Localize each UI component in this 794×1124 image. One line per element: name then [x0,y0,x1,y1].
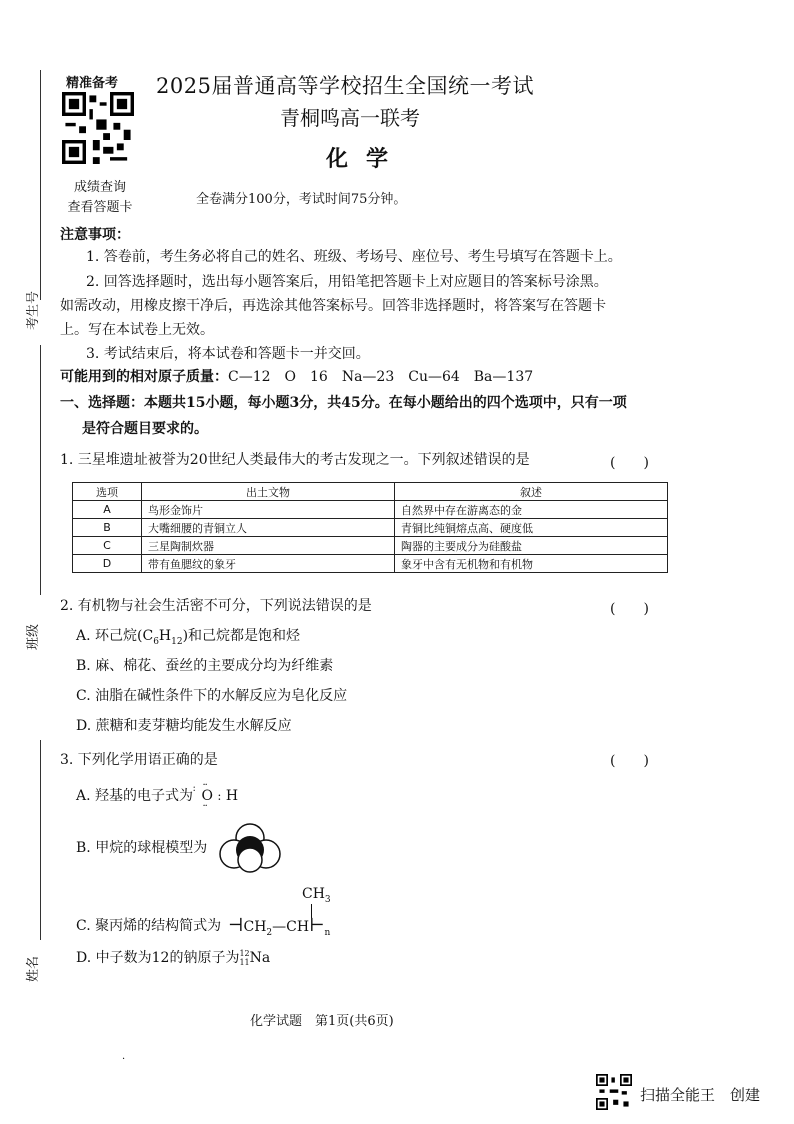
sodium-symbol: Na [249,950,271,966]
q2-answer-paren: ( ) [610,601,649,617]
methane-model-icon [218,820,282,876]
page-footer: 化学试题 第1页(共6页) [250,1014,394,1029]
margin-line [40,345,41,595]
q1-cell: B [73,519,142,537]
q3-option-b: B. 甲烷的球棍模型为 [76,840,208,856]
q1-cell: 大嘴细腰的青铜立人 [142,519,395,537]
q3-option-a [76,780,239,812]
pp-ch2-sub: 2 [266,927,273,938]
pp-methyl-ch: CH [302,886,325,902]
q2-option-a-mid: H [158,628,172,644]
atomic-masses-label: 可能用到的相对原子质量： [60,369,228,385]
exam-subtitle: 青桐鸣高一联考 [280,106,420,130]
q1-cell: 带有鱼腮纹的象牙 [142,555,395,573]
q3-option-d-text: D. 中子数为12的钠原子为 [76,950,240,966]
q1-cell: 陶器的主要成分为硅酸盐 [395,537,668,555]
q1-cell: 青铜比纯铜熔点高、硬度低 [395,519,668,537]
q3-option-d [76,948,270,968]
mass-number: 12 [239,949,250,958]
margin-exam-number-label: 考生号 [26,290,41,330]
notes-heading: 注意事项： [60,227,130,243]
q1-cell: 象牙中含有无机物和有机物 [395,555,668,573]
pp-bond-line [311,904,312,918]
pp-ch: —CH [272,919,310,935]
note-item-2-line3: 上。写在本试卷上无效。 [60,322,214,338]
full-score-note: 全卷满分100分，考试时间75分钟。 [196,192,407,207]
atomic-masses-values: C—12 O 16 Na—23 Cu—64 Ba—137 [228,369,534,385]
stray-dot: · [122,1054,126,1065]
note-item-2-line1: 2. 回答选择题时，选出每小题答案后，用铅笔把答题卡上对应题目的答案标号涂黑。 [86,274,608,290]
margin-line [40,70,41,300]
scanner-watermark: 扫描全能王 创建 [640,1086,761,1104]
q1-header-artifact: 出土文物 [142,483,395,501]
q1-stem: 1. 三星堆遗址被誉为20世纪人类最伟大的考古发现之一。下列叙述错误的是 [60,452,530,468]
table-row [73,501,668,519]
qr-label: 精准备考 [66,76,119,91]
bracket-right: ⊢ [309,915,325,936]
q3-stem: 3. 下列化学用语正确的是 [60,752,218,768]
electron-dots-bottom: ·· [202,801,207,812]
q1-answer-paren: ( ) [610,455,649,471]
scanner-qr-icon [596,1074,632,1110]
section1-heading-line2: 是符合题目要求的。 [82,421,208,437]
pp-n: n [324,927,331,938]
q2-option-a-sub2: 12 [171,636,183,647]
q2-option-d: D. 蔗糖和麦芽糖均能发生水解反应 [76,718,292,734]
q1-cell: 自然界中存在游离态的金 [395,501,668,519]
note-item-3: 3. 考试结束后，将本试卷和答题卡一并交回。 [86,346,370,362]
hydrogen-symbol: H [225,788,239,804]
qr-caption [62,178,138,218]
table-row [73,537,668,555]
oxygen-symbol: O [201,788,213,804]
subject-title: 化学 [326,146,407,172]
bracket-left: ⊣ [228,915,244,936]
q1-cell: 三星陶制炊器 [142,537,395,555]
electron-dots-bond: : [217,789,222,803]
pp-methyl-sub: 3 [324,894,331,905]
q2-option-a [76,626,300,652]
q3-answer-paren: ( ) [610,753,649,769]
margin-class-label: 班级 [26,623,41,650]
q1-header-option: 选项 [73,483,142,501]
q2-stem: 2. 有机物与社会生活密不可分，下列说法错误的是 [60,598,372,614]
margin-line [40,740,41,940]
electron-dots-top: ·· [202,780,207,791]
pp-ch2: CH [243,919,267,935]
qr-caption-line2: 查看答题卡 [67,200,133,215]
pp-methyl [302,884,331,910]
q2-option-a-post: )和己烷都是饱和烃 [182,628,301,644]
q2-option-b: B. 麻、棉花、蚕丝的主要成分均为纤维素 [76,658,334,674]
q2-option-c: C. 油脂在碱性条件下的水解反应为皂化反应 [76,688,348,704]
sodium-nuclide-numbers [239,949,249,967]
note-item-1: 1. 答卷前，考生务必将自己的姓名、班级、考场号、座位号、考生号填写在答题卡上。 [86,249,622,265]
atomic-number: 11 [239,958,250,967]
q3-option-a-text: A. 羟基的电子式为 [76,788,194,804]
qr-caption-line1: 成绩查询 [73,180,126,195]
q1-cell: C [73,537,142,555]
hydroxyl-electron-formula [192,780,239,812]
q3-option-c: C. 聚丙烯的结构简式为 [76,918,222,934]
qr-code-icon [62,92,134,164]
q1-header-statement: 叙述 [395,483,668,501]
electron-dots-left: : [192,783,196,794]
q1-cell: A [73,501,142,519]
q1-cell: 鸟形金饰片 [142,501,395,519]
exam-title: 2025届普通高等学校招生全国统一考试 [156,74,534,98]
margin-name-label: 姓名 [26,955,41,982]
q2-option-a-sub1: 6 [153,636,159,647]
table-row [73,555,668,573]
polypropylene-formula [228,916,330,943]
table-row [73,519,668,537]
section1-heading-line1: 一、选择题：本题共15小题，每小题3分，共45分。在每小题给出的四个选项中，只有一项 [60,395,627,411]
atomic-masses [60,367,533,387]
q1-table-header [73,483,668,501]
q2-option-a-pre: A. 环己烷(C [76,628,154,644]
q1-table [72,482,668,573]
note-item-2-line2: 如需改动，用橡皮擦干净后，再选涂其他答案标号。回答非选择题时，将答案写在答题卡 [60,298,606,314]
q1-cell: D [73,555,142,573]
